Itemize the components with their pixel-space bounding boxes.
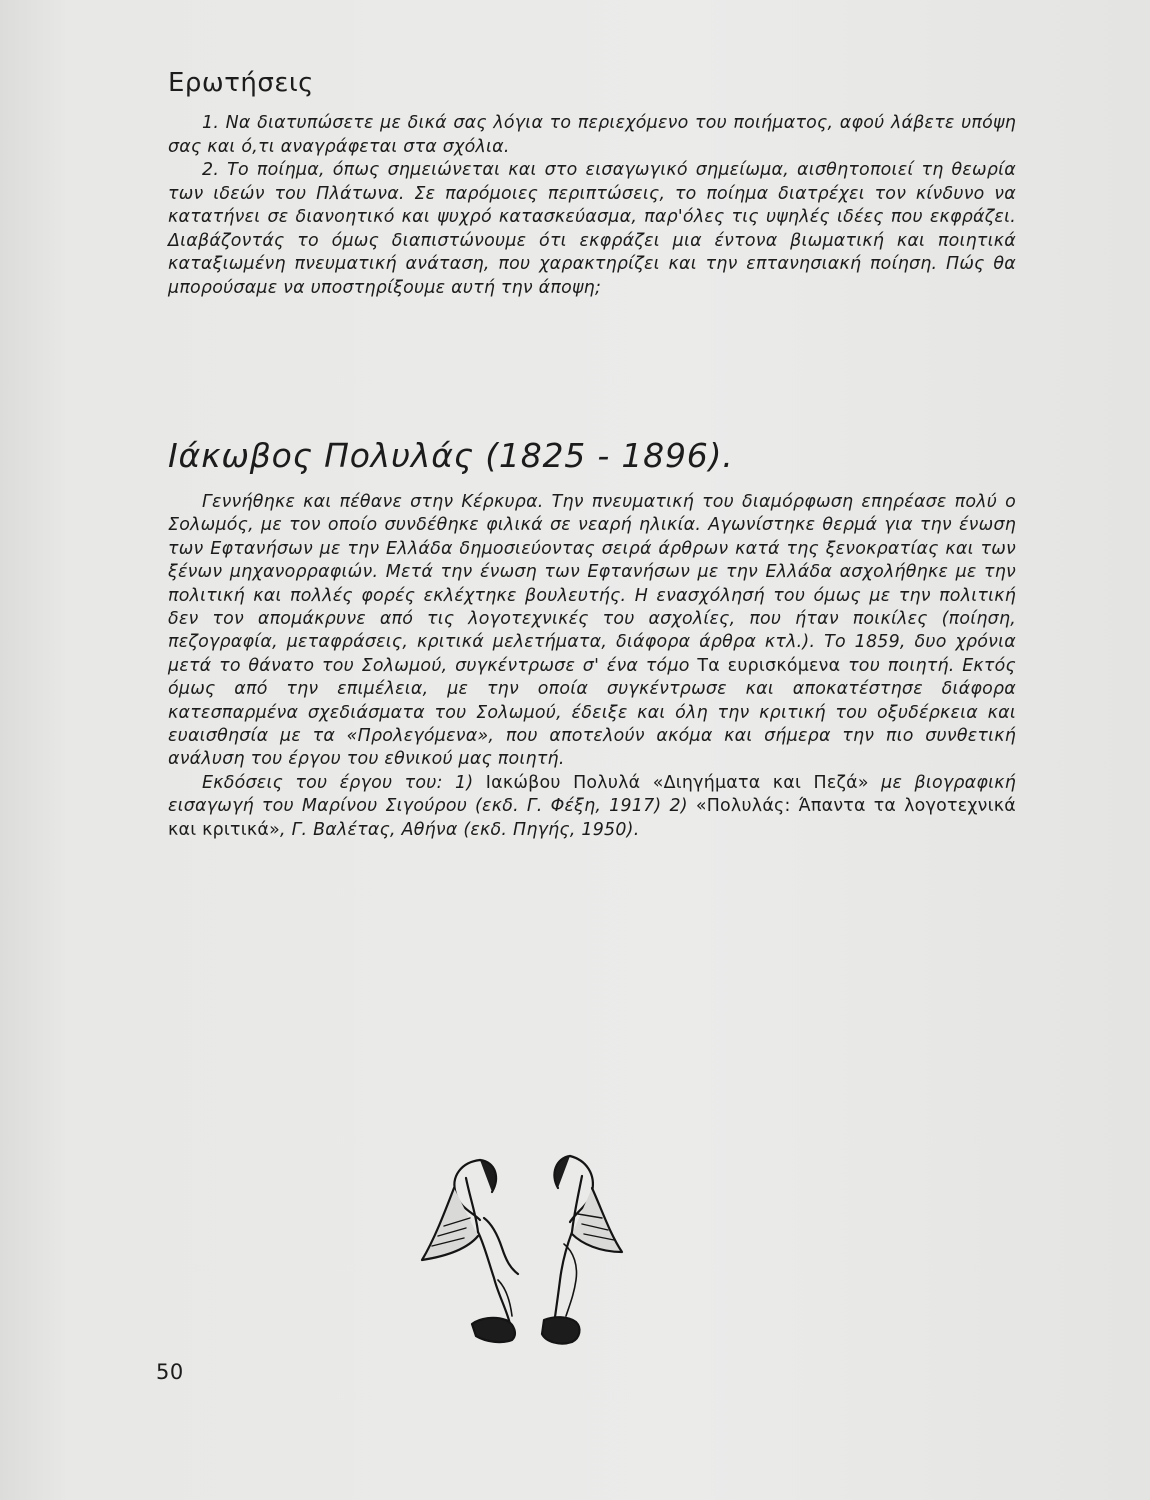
bio-text: Γεννήθηκε και πέθανε στην Κέρκυρα. Την πνευματική του διαμόρφωση επηρέασε πολύ ο Σολωμός, με τον οποίο συνδέθηκε φιλικά σε νεαρή ηλικία. Αγωνίστηκε θερμά για την ένωση των Εφτανήσων με την Ελλάδα δημοσιεύοντας σειρά άρθρων κατά της ξενοκρατίας και των ξένων μηχανορραφιών. Μετά την ένωση των Εφτανήσων με την Ελλάδα ασχολήθηκε με την πολιτική και πολλές φορές εκλέχτηκε βουλευτής. Η ενασχόλησή του όμως με την πολιτική δεν τον απομάκρυνε από τις λογοτεχνικές του ασχολίες, που ήταν ποικίλες (ποίηση, πεζογραφία, μεταφράσεις, κριτικά μελετήματα, διάφορα άρθρα κτλ.). Το 1859, δυο χρόνια μετά το θάνατο του Σολωμού, συγκέντρωσε σ' ένα τόμο <box>168 492 1016 676</box>
questions-heading: Ερωτήσεις <box>168 68 314 98</box>
hand-holding-quill-icon <box>414 1148 634 1348</box>
question-item: 2. Το ποίημα, όπως σημειώνεται και στο εισαγωγικό σημείωμα, αισθητοποιεί τη θεωρία των ιδεών του Πλάτωνα. Σε παρόμοιες περιπτώσεις, το ποίημα διατρέχει τον κίνδυνο να κατατήνει σε διανοητικό και ψυχρό κατασκεύασμα, παρ'όλες τις υψηλές ιδέες που εκφράζει. Διαβάζοντάς το όμως διαπιστώνουμε ότι εκφράζει μια έντονα βιωματική και ποιητικά καταξιωμένη πνευματική ανάταση, που χαρακτηρίζει και την επτανησιακή ποίηση. Πώς θα μπορούσαμε να υποστηρίξουμε αυτή την άποψη; <box>168 160 1016 298</box>
question-item: 1. Να διατυπώσετε με δικά σας λόγια το περιεχόμενο του ποιήματος, αφού λάβετε υπόψη σας και ό,τι αναγράφεται στα σχόλια. <box>168 113 1016 157</box>
edition-details: , Γ. Βαλέτας, Αθήνα (εκδ. Πηγής, 1950). <box>280 819 640 840</box>
bio-paragraph <box>168 491 1016 772</box>
questions-list <box>168 112 1016 300</box>
edition-title: «Πολυλάς: Άπαντα τα λογοτεχνικά και κριτικά» <box>168 796 1016 840</box>
edition-details: με βιογραφική εισαγωγή του Μαρίνου Σιγούρου (εκδ. Γ. Φέξη, 1917) 2) <box>168 772 1017 817</box>
bio-text: του ποιητή. Εκτός όμως από την επιμέλεια, με την οποία συγκέντρωσε και αποκατέστησε διάφορα κατεσπαρμένα σχεδιάσματα του Σολωμού, έδειξε και όλη την κριτική του οξυδέρκεια και ευαισθησία με τα «Προλεγόμενα», που αποτελούν ακόμα και σήμερα την πιο συνθετική ανάλυση του έργου του εθνικού μας ποιητή. <box>168 655 1016 770</box>
work-title: Τα ευρισκόμενα <box>697 655 841 676</box>
bio-body <box>168 491 1016 842</box>
editions-paragraph <box>168 772 1016 842</box>
edition-title: Ιακώβου Πολυλά «Διηγήματα και Πεζά» <box>485 772 869 793</box>
editions-intro: Εκδόσεις του έργου του: 1) <box>202 772 474 793</box>
page-number: 50 <box>156 1360 184 1384</box>
bio-title: Ιάκωβος Πολυλάς (1825 - 1896). <box>168 436 734 475</box>
